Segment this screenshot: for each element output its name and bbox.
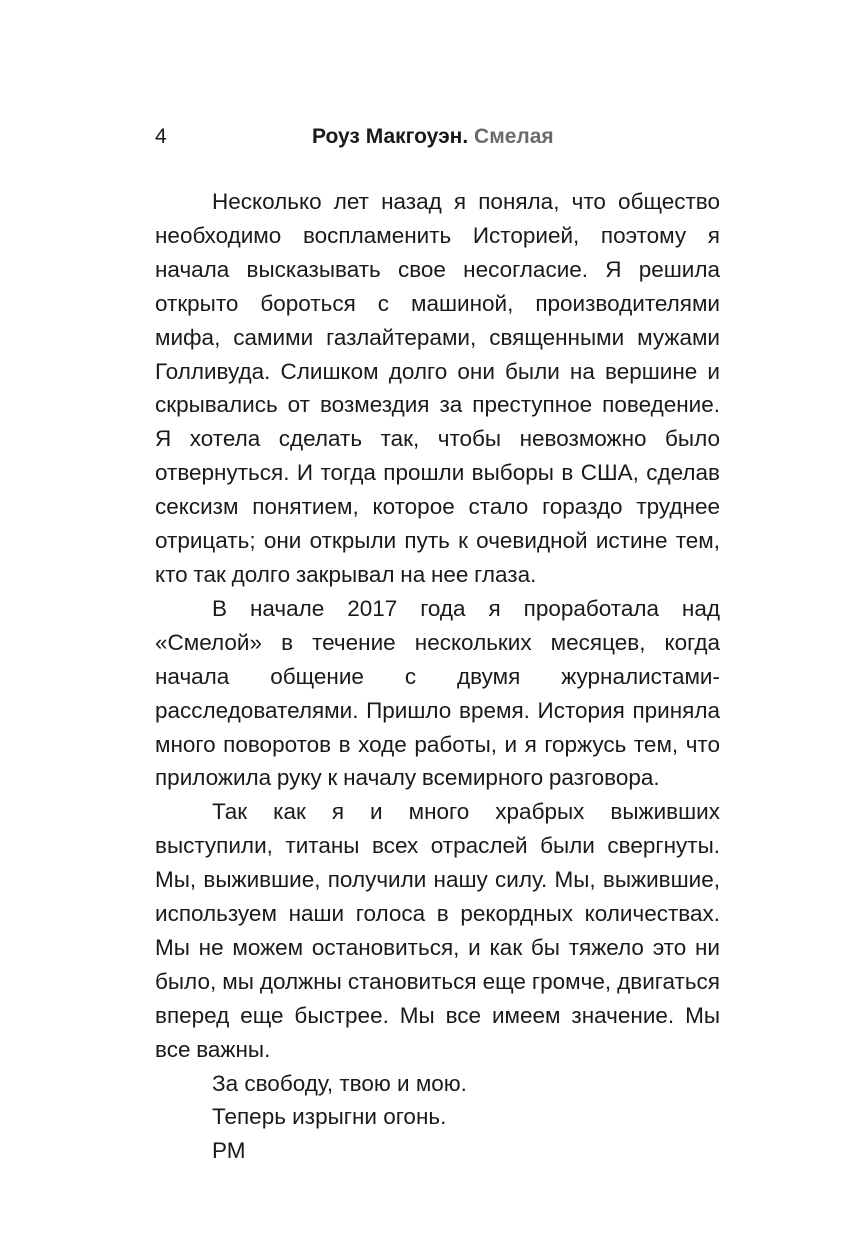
closing-line-fire: Теперь изрыгни огонь. <box>212 1104 447 1130</box>
book-header <box>312 121 554 153</box>
text-body <box>155 185 720 1168</box>
page-number: 4 <box>155 125 167 148</box>
book-title: Смелая <box>474 125 554 148</box>
book-author: Роуз Макгоуэн. <box>312 125 469 148</box>
closing-line-freedom: За свободу, твою и мою. <box>212 1070 467 1096</box>
signature-initials: РМ <box>212 1138 246 1164</box>
paragraph-1: Несколько лет назад я поняла, что общество необходимо воспламенить Историей, поэтому я начала высказывать свое несогласие. Я решила открыто бороться с машиной, производителями мифа, самими газлайтерами, священными мужами Голливуда. Слишком долго они были на вершине и скрывались от возмездия за преступное поведение. Я хотела сделать так, чтобы невозможно было отвернуться. И тогда прошли выборы в США, сделав сексизм понятием, которое стало гораздо труднее отрицать; они открыли путь к очевидной истине тем, кто так долго закрывал на нее глаза. <box>155 189 720 587</box>
paragraph-2: В начале 2017 года я проработала над «Смелой» в течение нескольких месяцев, когда начала общение с двумя журналистами-расследователями. Пришло время. История приняла много поворотов в ходе работы, и я горжусь тем, что приложила руку к началу всемирного разговора. <box>155 595 720 791</box>
running-head <box>155 121 720 153</box>
paragraph-3: Так как я и много храбрых выживших выступили, титаны всех отраслей были свергнуты. Мы, выжившие, получили нашу силу. Мы, выжившие, используем наши голоса в рекордных количествах. Мы не можем остановиться, и как бы тяжело это ни было, мы должны становиться еще громче, двигаться вперед еще быстрее. Мы все имеем значение. Мы все важны. <box>155 799 720 1062</box>
